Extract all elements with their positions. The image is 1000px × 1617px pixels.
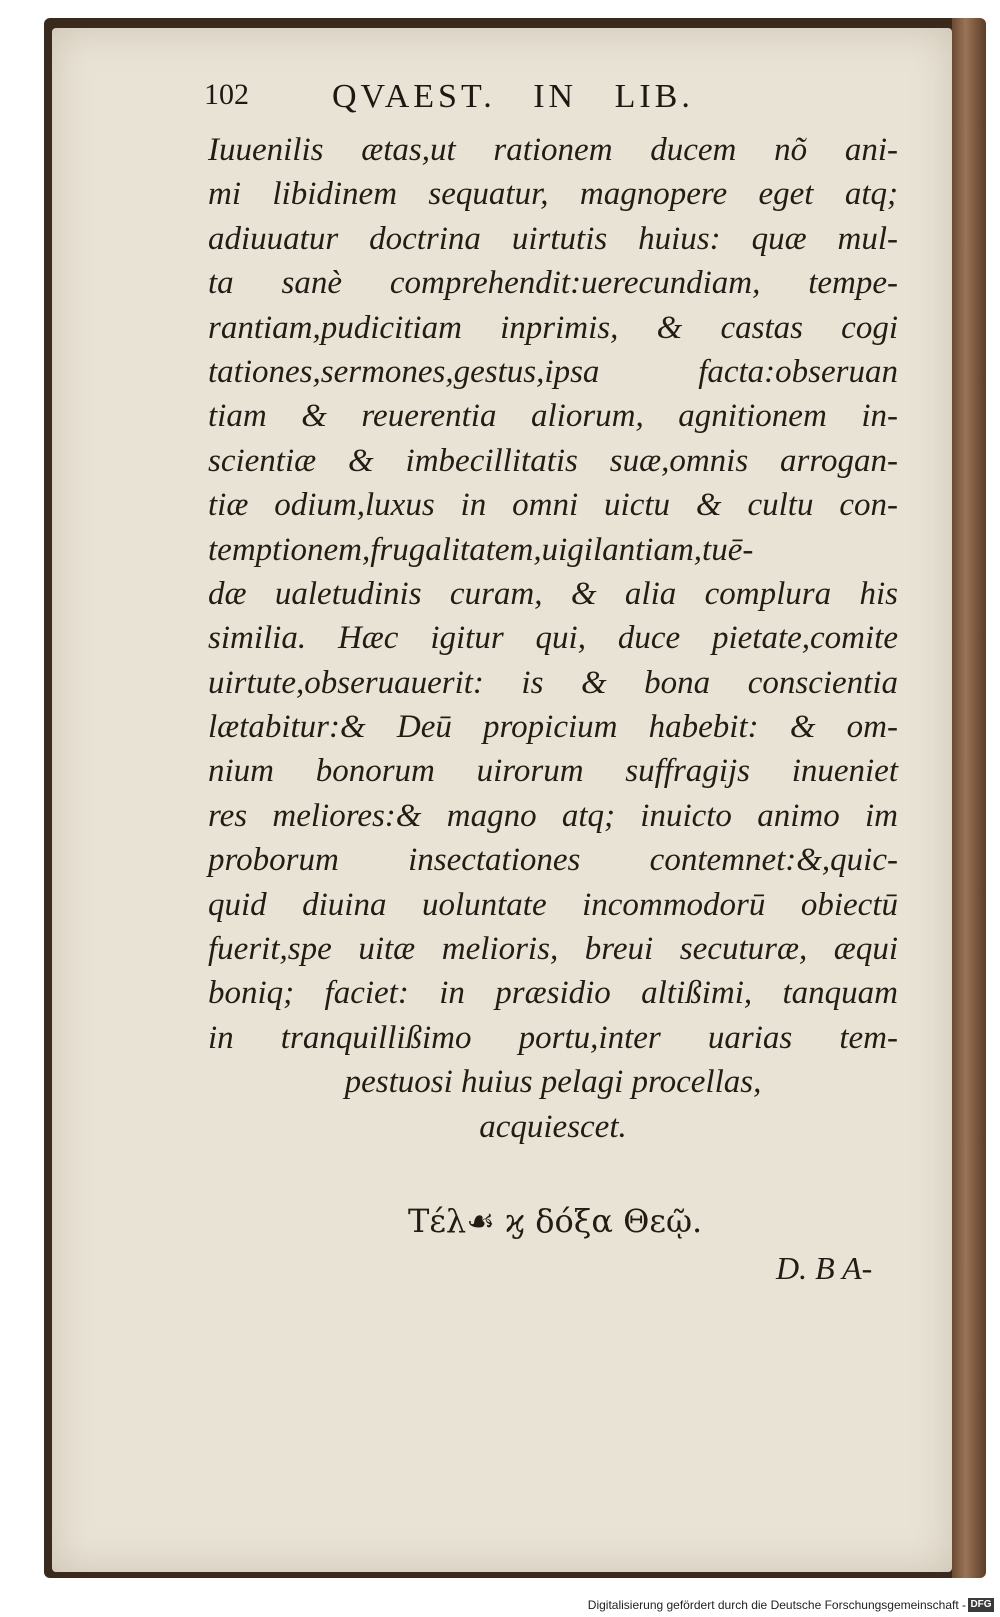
colophon: Τέλ☙ ϗ δόξα Θεῷ. (408, 1202, 703, 1240)
text-line: mi libidinem sequatur, magnopere eget atq; (208, 176, 898, 213)
text-line: acquiescet. (479, 1108, 627, 1145)
running-head-title: QVAEST. IN LIB. (332, 78, 694, 115)
footer-credit: Digitalisierung gefördert durch die Deutsche Forschungsgemeinschaft - (587, 1598, 966, 1612)
page-number: 102 (204, 78, 249, 111)
text-line: Iuuenilis ætas,ut rationem ducem nõ ani- (208, 132, 898, 168)
book-edge (952, 18, 986, 1578)
text-line: rantiam,pudicitiam inprimis, & castas cogi (208, 309, 898, 346)
text-line: boniq; faciet: in præsidio altißimi, tanquam (208, 975, 898, 1012)
text-line: tiam & reuerentia aliorum, agnitionem in- (208, 398, 898, 435)
text-line: uirtute,obseruauerit: is & bona conscientia (208, 664, 898, 701)
body-text (208, 128, 898, 1149)
dfg-logo: DFG (968, 1598, 994, 1612)
text-line: ta sanè comprehendit:uerecundiam, tempe- (208, 265, 898, 302)
text-line: nium bonorum uirorum suffragijs inueniet (208, 753, 898, 790)
text-line: proborum insectationes contemnet:&,quic- (208, 842, 898, 879)
running-head (152, 78, 812, 128)
text-line: quid diuina uoluntate incommodorū obiectū (208, 886, 898, 923)
text-line: scientiæ & imbecillitatis suæ,omnis arrogan- (208, 442, 898, 479)
text-line: pestuosi huius pelagi procellas, (344, 1064, 762, 1101)
catchword: D. B A- (776, 1250, 873, 1286)
text-line: similia. Hæc igitur qui, duce pietate,comite (208, 620, 898, 657)
text-line: dæ ualetudinis curam, & alia complura his (208, 575, 898, 612)
text-line: lætabitur:& Deū propicium habebit: & om- (208, 709, 898, 746)
text-line: res meliores:& magno atq; inuicto animo im (208, 797, 898, 834)
text-line: temptionem,frugalitatem,uigilantiam,tuē- (208, 531, 754, 568)
text-line: tiæ odium,luxus in omni uictu & cultu con- (208, 487, 898, 524)
text-line: fuerit,spe uitæ melioris, breui secuturæ, æqui (208, 931, 898, 968)
text-line: in tranquillißimo portu,inter uarias tem- (208, 1019, 898, 1056)
text-line: adiuuatur doctrina uirtutis huius: quæ mul- (208, 220, 898, 257)
text-line: tationes,sermones,gestus,ipsa facta:obseruan (208, 353, 898, 390)
